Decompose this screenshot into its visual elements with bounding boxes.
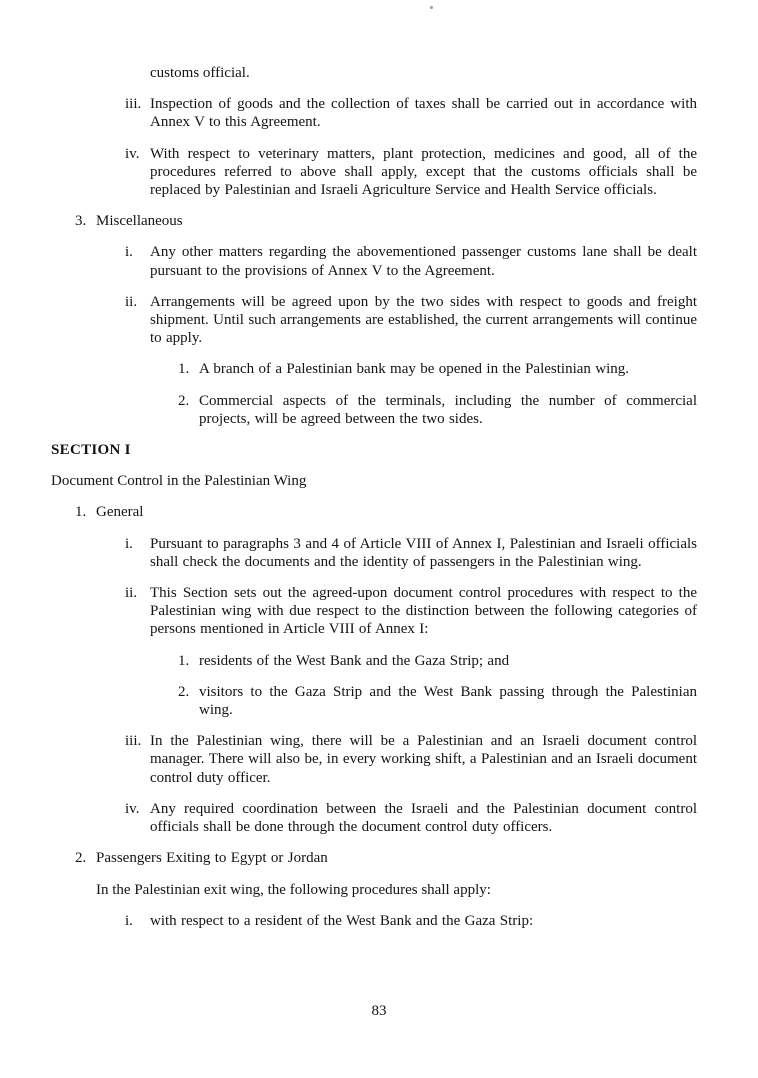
- roman-list-item: [125, 535, 697, 571]
- document-body: [51, 64, 697, 943]
- sub-item-text: visitors to the Gaza Strip and the West Bank passing through the Palestinian wing.: [199, 683, 697, 719]
- sub-item-label: 1.: [178, 652, 190, 669]
- sub-item-text: A branch of a Palestinian bank may be opened in the Palestinian wing.: [199, 361, 630, 378]
- roman-item-text: This Section sets out the agreed-upon document control procedures with respect to the Palestinian wing with due respect to the distinction between the following categories of persons mentioned in Article VIII of Annex I:: [150, 585, 697, 638]
- roman-item-text: Any other matters regarding the abovementioned passenger customs lane shall be dealt pursuant to the provisions of Annex V to the Agreement.: [150, 244, 697, 279]
- roman-item-text: Inspection of goods and the collection of taxes shall be carried out in accordance with Annex V to this Agreement.: [150, 96, 697, 131]
- numbered-heading-text: Passengers Exiting to Egypt or Jordan: [96, 850, 328, 867]
- numbered-heading-text: Miscellaneous: [96, 213, 183, 230]
- numbered-sub-item: [178, 360, 697, 378]
- roman-list-item: [125, 800, 697, 836]
- section-heading: SECTION I: [51, 442, 131, 459]
- sub-item-label: 1.: [178, 361, 190, 378]
- roman-list-item: [125, 912, 697, 930]
- roman-item-text: Arrangements will be agreed upon by the two sides with respect to goods and freight shipment. Until such arrangements are established, the current arrangements will continue to apply.: [150, 293, 697, 347]
- numbered-sub-item: [178, 652, 697, 670]
- intro-line: In the Palestinian exit wing, the following procedures shall apply:: [96, 881, 491, 898]
- numbered-heading-text: General: [96, 504, 144, 521]
- numbered-sub-item: [178, 683, 697, 719]
- roman-item-text: With respect to veterinary matters, plant protection, medicines and good, all of the procedures referred to above shall apply, except that the customs officials shall be replaced by Palestinian and Israeli Agriculture Service and Health Service officials.: [150, 145, 697, 199]
- roman-item-text: Pursuant to paragraphs 3 and 4 of Article VIII of Annex I, Palestinian and Israeli officials shall check the documents and the identity of passengers in the Palestinian wing.: [150, 535, 697, 570]
- sub-item-label: 2.: [178, 683, 190, 700]
- numbered-heading: [75, 503, 697, 521]
- roman-item-label: iv.: [125, 800, 140, 817]
- numbered-sub-item: [178, 392, 697, 428]
- roman-list-item: [125, 243, 697, 279]
- roman-item-label: i.: [125, 244, 133, 261]
- roman-list-item: [125, 584, 697, 639]
- roman-item-label: ii.: [125, 293, 138, 310]
- roman-item-label: ii.: [125, 585, 138, 602]
- continuation-line: customs official.: [150, 65, 250, 81]
- page-number: 83: [371, 1003, 387, 1019]
- roman-item-text: In the Palestinian wing, there will be a Palestinian and an Israeli document control manager. There will also be, in every working shift, a Palestinian and an Israeli document control duty officer.: [150, 733, 697, 786]
- roman-item-label: iv.: [125, 145, 140, 162]
- roman-list-item: [125, 95, 697, 131]
- roman-item-label: iii.: [125, 733, 142, 750]
- roman-list-item: [125, 732, 697, 787]
- document-subtitle: Document Control in the Palestinian Wing: [51, 473, 307, 490]
- numbered-heading: [75, 849, 697, 867]
- sub-item-label: 2.: [178, 392, 190, 409]
- numbered-heading-label: 1.: [75, 504, 87, 521]
- roman-list-item: [125, 145, 697, 200]
- numbered-heading-label: 2.: [75, 850, 87, 867]
- roman-item-text: Any required coordination between the Israeli and the Palestinian document control officials shall be done through the document control duty officers.: [150, 800, 697, 836]
- roman-item-label: i.: [125, 912, 133, 929]
- numbered-heading-label: 3.: [75, 213, 87, 230]
- sub-item-text: Commercial aspects of the terminals, including the number of commercial projects, will be agreed between the two sides.: [199, 392, 697, 427]
- roman-item-text: with respect to a resident of the West Bank and the Gaza Strip:: [150, 912, 534, 929]
- roman-list-item: [125, 293, 697, 348]
- roman-item-label: i.: [125, 535, 133, 552]
- numbered-heading: [75, 212, 697, 230]
- scan-artifact-dot: [430, 6, 433, 9]
- roman-item-label: iii.: [125, 96, 142, 113]
- sub-item-text: residents of the West Bank and the Gaza Strip; and: [199, 652, 510, 669]
